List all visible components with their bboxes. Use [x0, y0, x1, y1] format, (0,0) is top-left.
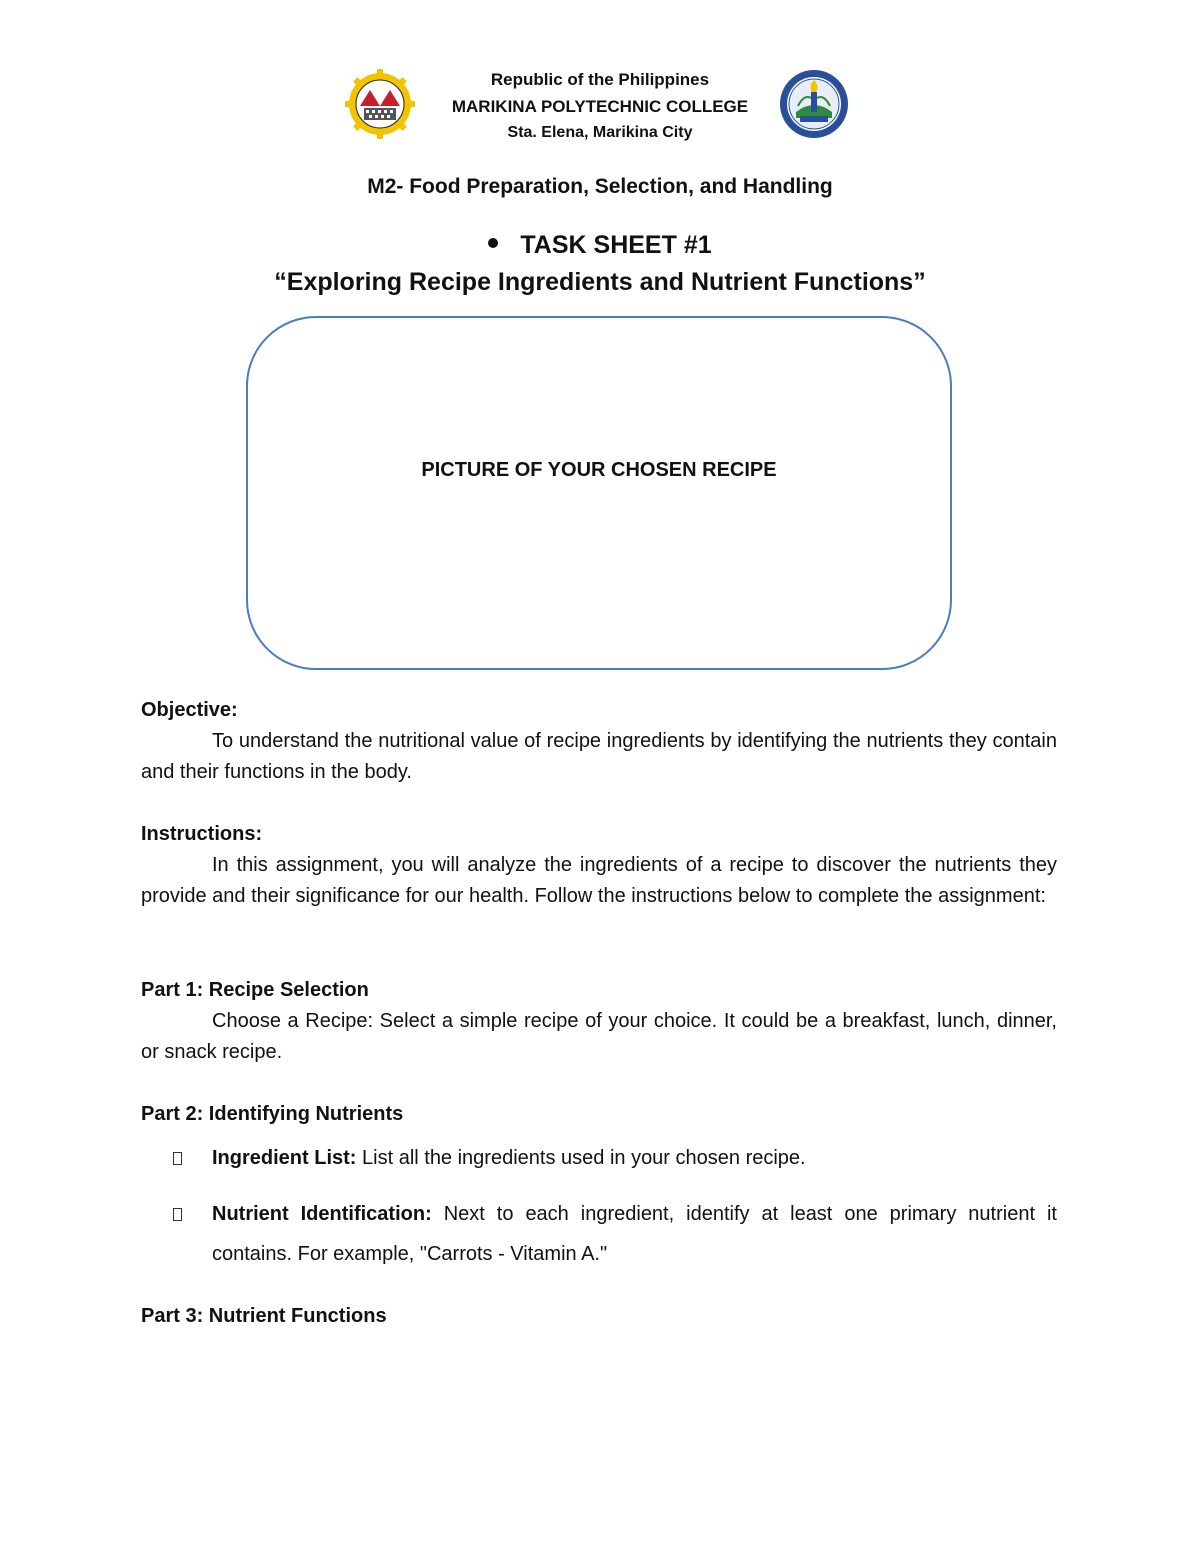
- task-subtitle: “Exploring Recipe Ingredients and Nutrient Functions”: [274, 268, 926, 296]
- recipe-picture-placeholder: [246, 316, 952, 670]
- header-republic: Republic of the Philippines: [490, 70, 710, 89]
- list-item: [173, 1194, 1057, 1274]
- list-item-label: Nutrient Identification:: [212, 1203, 432, 1225]
- bullet-dot-icon: [488, 238, 498, 248]
- part3-heading: Part 3: Nutrient Functions: [141, 1305, 387, 1327]
- objective-section: [141, 726, 1057, 788]
- objective-heading: Objective:: [141, 699, 238, 721]
- list-item-text: Next to each ingredient, identify at least one primary nutrient it contains. For example, "Carrots - Vitamin A.": [212, 1203, 1057, 1265]
- part1-text: Choose a Recipe: Select a simple recipe of your choice. It could be a breakfast, lunch, dinner, or snack recipe.: [141, 1010, 1057, 1063]
- part2-heading: Part 2: Identifying Nutrients: [141, 1103, 404, 1125]
- missing-glyph-bullet-icon: [173, 1152, 182, 1165]
- course-title: M2- Food Preparation, Selection, and Handling: [367, 175, 833, 198]
- list-item: [173, 1138, 1057, 1178]
- header-address: Sta. Elena, Marikina City: [507, 124, 693, 141]
- task-title: TASK SHEET #1: [520, 231, 712, 259]
- part1-section: [141, 1006, 1057, 1068]
- instructions-heading: Instructions:: [141, 823, 263, 845]
- header-college-name: MARIKINA POLYTECHNIC COLLEGE: [451, 97, 749, 116]
- part1-heading: Part 1: Recipe Selection: [141, 979, 369, 1001]
- list-item-text: List all the ingredients used in your chosen recipe.: [356, 1147, 806, 1169]
- missing-glyph-bullet-icon: [173, 1208, 182, 1221]
- list-item-label: Ingredient List:: [212, 1147, 357, 1169]
- instructions-text: In this assignment, you will analyze the ingredients of a recipe to discover the nutrients they provide and their significance for our health. Follow the instructions below to complete the assignment:: [141, 854, 1057, 907]
- instructions-section: [141, 850, 1057, 912]
- objective-text: To understand the nutritional value of recipe ingredients by identifying the nutrients they contain and their functions in the body.: [141, 730, 1057, 783]
- task-title-line: [0, 231, 1200, 260]
- picture-placeholder-label: PICTURE OF YOUR CHOSEN RECIPE: [421, 459, 777, 481]
